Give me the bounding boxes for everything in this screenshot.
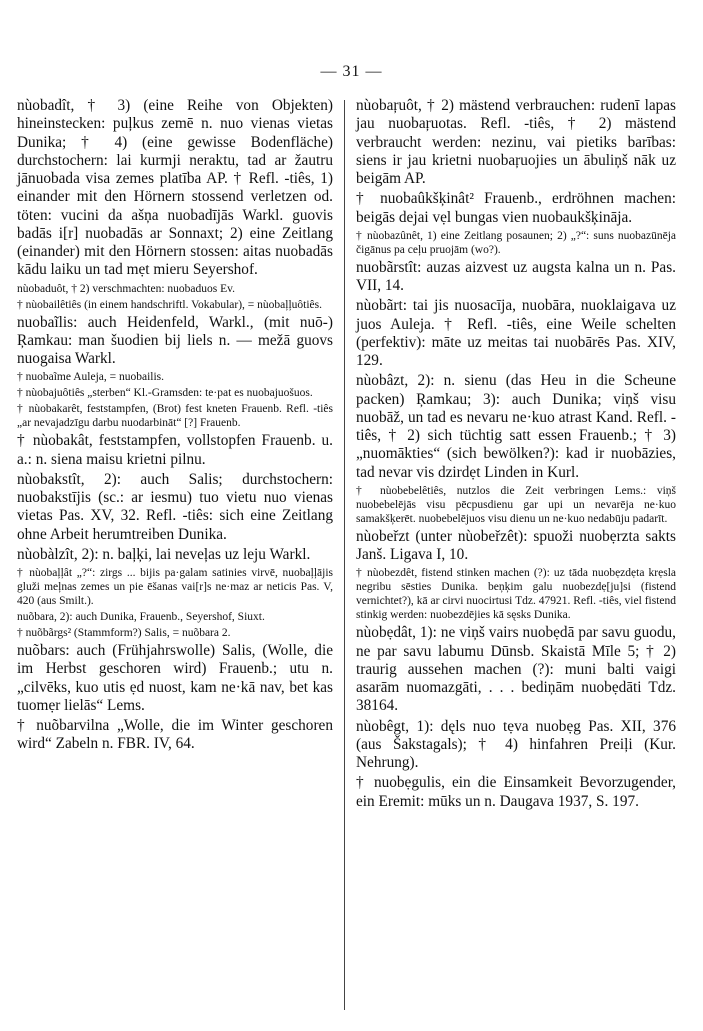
dictionary-entry: nùobeřzt (unter nùobeřzêt): spuoži nuobẹrzta sakts Janš. Ligava I, 10. [356, 527, 676, 563]
page-number: — 31 — [320, 63, 383, 80]
left-column [17, 97, 333, 756]
dictionary-entry: nùobakstît, 2): auch Salis; durchstochern: nuobakstījis (sc.: ar iesmu) tuo vietu nuo vienas vietas Pas. XV, 32. Refl. -tiês: sich eine Zeitlang ohne Arbeit herumtreiben Dunika. [17, 470, 333, 543]
dictionary-entry: † nuobaûkšķinât² Frauenb., erdröhnen machen: beigās dejai vẹl bungas vien nuobaukšķināja. [356, 190, 676, 226]
dictionary-entry: nùobadît, † 3) (eine Reihe von Objekten) hineinstecken: puļkus zemē n. nuo vienas vietas Dunika; † 4) (eine gewisse Bodenfläche) durchstochern: lai kurmji neraktu, tad ar žautru jānuobada visa zemes platība AP. † Refl. -tiês, 1) einander mit den Hörnern stossend verletzen od. töten: vucini da ašņa nuobadījās Warkl. guovis badās i[r] nuobadās ar Sonnaxt; 2) eine Zeitlang (einander) mit den Hörnern stossen: aitas nuobadās kādu laiku un tad mẹt mieru Seyershof. [17, 97, 333, 279]
dictionary-entry: nuõbara, 2): auch Dunika, Frauenb., Seyershof, Siuxt. [17, 611, 265, 623]
dictionary-entry: nuobãrstît: auzas aizvest uz augsta kalna un n. Pas. VII, 14. [356, 258, 676, 294]
dictionary-entry: nùobàlzît, 2): n. baļķi, lai neveļas uz leju Warkl. [17, 545, 311, 563]
dictionary-entry: † nùobailêtiês (in einem handschriftl. Vokabular), = nùobaļļuôtiês. [17, 298, 322, 311]
dictionary-entry: nuobaĩlis: auch Heidenfeld, Warkl., (mit nuō-) Ŗamkau: man šuodien bij liels n. — mežā guovs nuogaisa Warkl. [17, 313, 333, 367]
right-column [356, 97, 676, 813]
dictionary-entry: nùobẹdât, 1): ne viņš vairs nuobẹdā par savu guodu, ne par savu labumu Dūnsb. Skaistā Mīle 5; † 2) traurig aussehen machen (?): muni balti vaigi asarām nuomazgāti, . . . bediņām nuobẹdāti Tdz. 38164. [356, 624, 676, 715]
dictionary-entry: † nuobẹgulis, ein die Einsamkeit Bevorzugender, ein Eremit: mūks un n. Daugava 1937, S. 197. [356, 774, 676, 810]
dictionary-entry: † nuõbãrgs² (Stammform?) Salis, = nuõbara 2. [17, 627, 231, 639]
dictionary-entry: nùobêgt, 1): dęls nuo tẹva nuobẹg Pas. XII, 376 (aus Šakstagals); † 4) hinfahren Preiļi (Kur. Nehrung). [356, 717, 676, 771]
dictionary-entry: † nuobaĩme Auleja, = nuobailis. [17, 371, 165, 384]
dictionary-entry: nuõbars: auch (Frühjahrswolle) Salis, (Wolle, die im Herbst geschoren wird) Frauenb.; utu n. „cilvēks, kuo utis ẹd nuost, kam ne·kā nav, bet kas tuomẹr lielās“ Lems. [17, 642, 333, 714]
dictionary-entry: † nùobazûnêt, 1) eine Zeitlang posaunen; 2) „?“: suns nuobazūnēja čigānus pa ceļu pruojām (wo?). [356, 229, 676, 256]
column-divider [344, 100, 345, 1010]
dictionary-entry: † nùobebelêtiês, nutzlos die Zeit verbringen Lems.: viņš nuobebelējās visu pēcpusdienu gar upi un nevarēja ne·kuo samakšķerēt. nuobebelējuos visu dienu un ne·kuo nedabūju padarīt. [356, 484, 676, 525]
dictionary-entry: † nùobajuôtiês „sterben“ Kl.-Gramsden: te·pat es nuobajuošuos. [17, 387, 313, 400]
dictionary-entry: nùobaŗuôt, † 2) mästend verbrauchen: rudenī lapas jau nuobaŗuotas. Refl. -tiês, † 2) mästend verbraucht werden: nezinu, vai pietiks barības: siens ir jau krietni nuobaŗuojies un ābuliņš nāk uz beigām AP. [356, 97, 676, 187]
dictionary-entry: † nùobakât, feststampfen, vollstopfen Frauenb. u. a.: n. siena maisu krietni pilnu. [17, 432, 333, 468]
dictionary-entry: nùobaduôt, † 2) verschmachten: nuobaduos Ev. [17, 282, 236, 295]
dictionary-entry: † nùobezdêt, fistend stinken machen (?): uz tāda nuobẹzdẹta krẹsla negribu sēsties Dunika. beņķim galu nuobezdẹ[ju]si (fistend vernichtet?), kā ar cirvi nuocirtusi Tdz. 47921. Refl. -tiês, viel fistend stinkig werden: nuobezdējies kā sęsks Dunika. [356, 567, 676, 622]
dictionary-entry: nùobâzt, 2): n. sienu (das Heu in die Scheune packen) Ŗamkau; 3): auch Dunika; viņš visu nuobāž, un tad es nevaru ne·kuo atrast Kand. Refl. -tiês, † 2) sich tüchtig satt essen Frauenb.; † 3) „nuomākties“ (sich bewölken?): kad ir nuobāzies, tad nevar vis dzirdẹt Linden in Kurl. [356, 372, 676, 481]
dictionary-entry: nùobãrt: tai jis nuosacīja, nuobāra, nuoklaigava uz juos Auleja. † Refl. -tiês, eine Weile schelten (perfektiv): māte uz meitas tai nuobārēs Pas. XIV, 129. [356, 297, 676, 369]
dictionary-entry: † nùobakarêt, feststampfen, (Brot) fest kneten Frauenb. Refl. -tiês „ar nevajadzīgu darbu nuodarbināt“ [?] Frauenb. [17, 403, 333, 430]
dictionary-entry: † nùobaļļât „?“: zirgs ... bijis pa·galam satinies virvē, nuobaļļājis gluži meļnas zemes un pie ēšanas vai[r]s ne·maz ar neticis Pas. V, 420 (aus Smilt.). [17, 567, 333, 607]
dictionary-entry: † nuõbarvilna „Wolle, die im Winter geschoren wird“ Zabeln n. FBR. IV, 64. [17, 717, 333, 753]
